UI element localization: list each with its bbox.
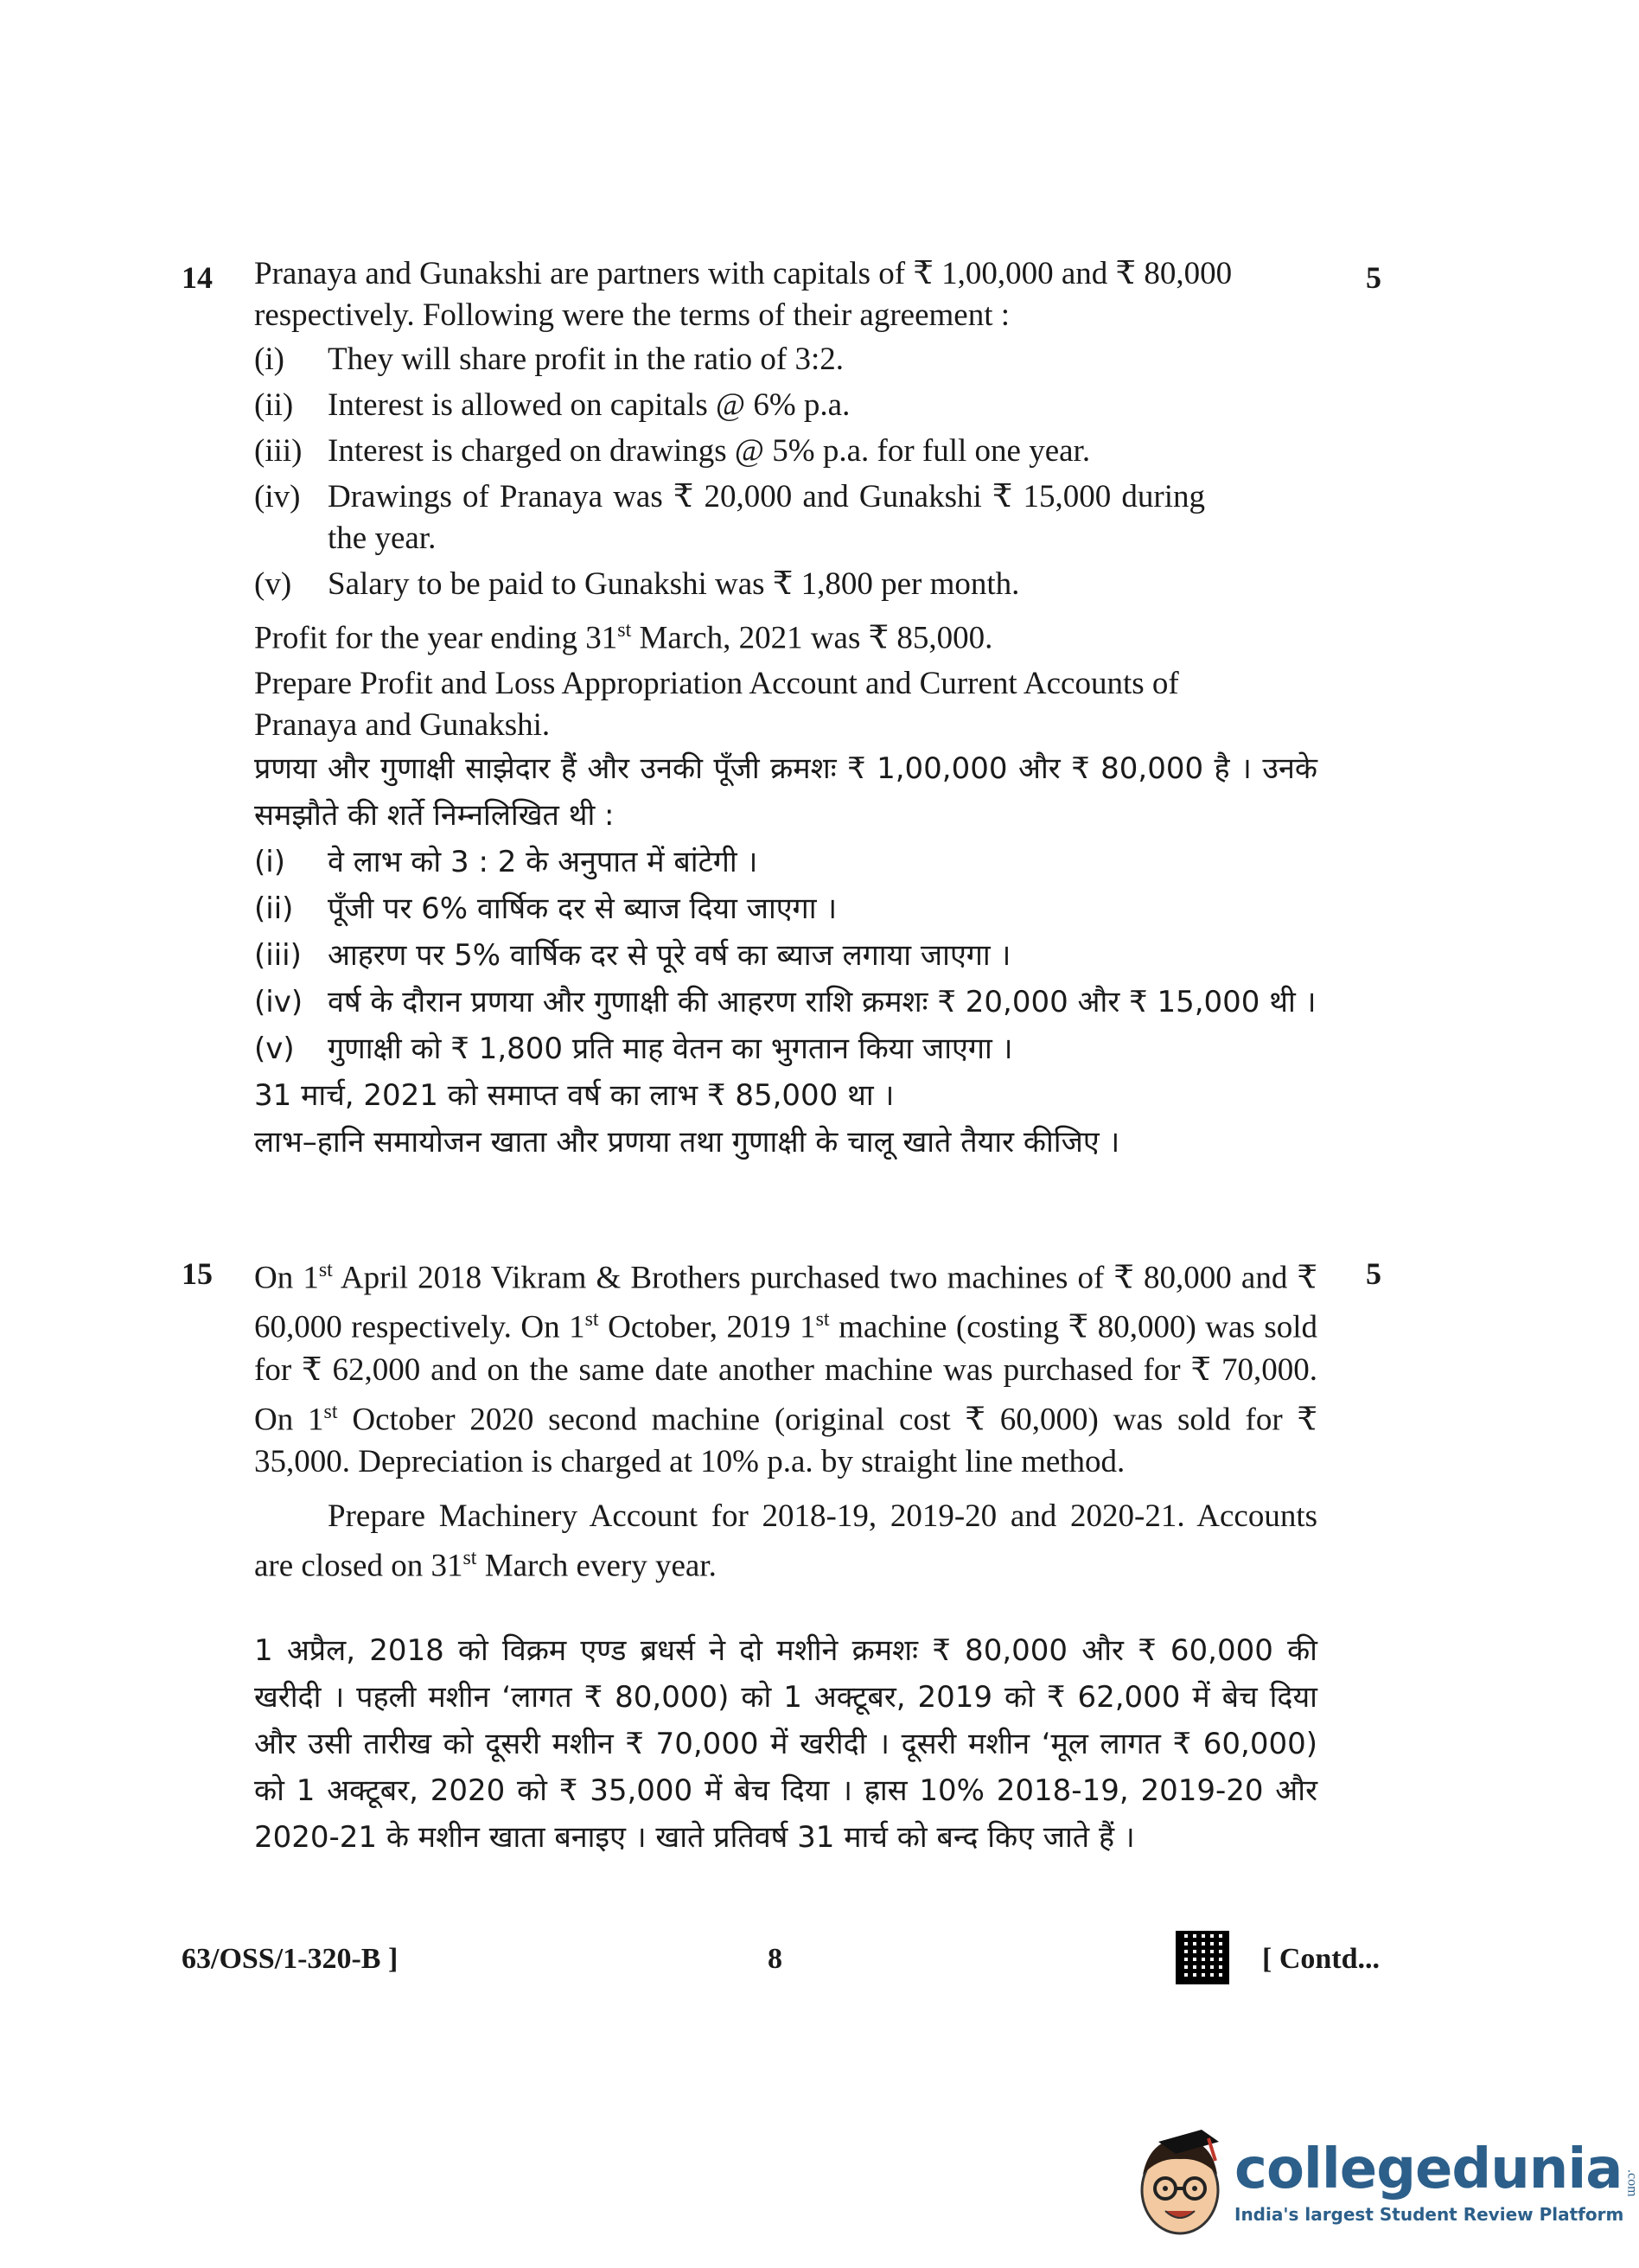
student-mascot-icon	[1132, 2123, 1228, 2244]
q14-hi-profit: 31 मार्च, 2021 को समाप्त वर्ष का लाभ ₹ 85,000 था ।	[254, 1078, 895, 1113]
q14-en-item: (v) Salary to be paid to Gunakshi was ₹ 1,800 per month.	[254, 566, 1020, 602]
question-15-marks: 5	[1366, 1256, 1381, 1291]
page-number: 8	[768, 1943, 782, 1975]
question-14-hindi	[254, 745, 1317, 1166]
q14-en-item: (ii) Interest is allowed on capitals @ 6% p.a.	[254, 387, 851, 423]
question-15-number: 15	[182, 1256, 213, 1291]
q14-en-profit: Profit for the year ending 31st March, 2021 was ₹ 85,000.	[254, 619, 993, 656]
continued-label: [ Contd...	[1262, 1943, 1381, 1975]
q14-en-task: Prepare Profit and Loss Appropriation Account and Current Accounts of Pranaya and Gunakshi.	[254, 666, 1179, 744]
question-15-english	[254, 1249, 1317, 1587]
q14-en-item: (iii) Interest is charged on drawings @ 5% p.a. for full one year.	[254, 433, 1091, 469]
brand-tld: .com	[1624, 2169, 1639, 2197]
brand-tagline: India's largest Student Review Platform	[1234, 2204, 1624, 2225]
q14-en-item: (iv) Drawings of Pranaya was ₹ 20,000 and Gunakshi ₹ 15,000 during the year.	[254, 479, 1205, 556]
q15-en-para-2: Prepare Machinery Account for 2018-19, 2019-20 and 2020-21. Accounts are closed on 31st March every year.	[254, 1498, 1317, 1584]
collegedunia-logo	[1132, 2123, 1639, 2244]
q14-en-item: (i) They will share profit in the ratio of 3:2.	[254, 342, 844, 377]
q14-en-intro: Pranaya and Gunakshi are partners with capitals of ₹ 1,00,000 and ₹ 80,000 respectively. Following were the terms of their agreement :	[254, 256, 1233, 333]
q14-hi-item: (v) गुणाक्षी को ₹ 1,800 प्रति माह वेतन का भुगतान किया जाएगा ।	[254, 1032, 1013, 1066]
q14-hi-intro: प्रणया और गुणाक्षी साझेदार हैं और उनकी पूँजी क्रमशः ₹ 1,00,000 और ₹ 80,000 है । उनके समझौते की शर्ते निम्नलिखित थी :	[254, 751, 1317, 833]
question-14-marks: 5	[1366, 260, 1381, 295]
q14-hi-item: (i) वे लाभ को 3 : 2 के अनुपात में बांटेगी ।	[254, 845, 758, 879]
q14-hi-item: (iii) आहरण पर 5% वार्षिक दर से पूरे वर्ष का ब्याज लगाया जाएगा ।	[254, 938, 1011, 973]
qr-code-icon	[1176, 1931, 1229, 1984]
q14-hi-item: (iv) वर्ष के दौरान प्रणया और गुणाक्षी की आहरण राशि क्रमशः ₹ 20,000 और ₹ 15,000 थी ।	[254, 985, 1317, 1019]
q15-en-para-1: On 1st April 2018 Vikram & Brothers purchased two machines of ₹ 80,000 and ₹ 60,000 respectively. On 1st October, 2019 1st machine (costing ₹ 80,000) was sold for ₹ 62,000 and on the same date another machine was purchased for ₹ 70,000. On 1st October 2020 second machine (original cost ₹ 60,000) was sold for ₹ 35,000. Depreciation is charged at 10% p.a. by straight line method.	[254, 1259, 1317, 1479]
brand-name: collegedunia	[1234, 2137, 1623, 2201]
question-14-english	[254, 253, 1335, 746]
q14-hi-task: लाभ–हानि समायोजन खाता और प्रणया तथा गुणाक्षी के चालू खाते तैयार कीजिए ।	[254, 1125, 1120, 1160]
paper-code: 63/OSS/1-320-B ]	[182, 1943, 399, 1975]
question-14-number: 14	[182, 260, 213, 295]
q14-hi-item: (ii) पूँजी पर 6% वार्षिक दर से ब्याज दिया जाएगा ।	[254, 891, 838, 926]
question-15-hindi: 1 अप्रैल, 2018 को विक्रम एण्ड ब्रधर्स ने दो मशीने क्रमशः ₹ 80,000 और ₹ 60,000 की खरीदी । पहली मशीन ‘लागत ₹ 80,000) को 1 अक्टूबर, 2019 को ₹ 62,000 में बेच दिया और उसी तारीख को दूसरी मशीन ₹ 70,000 में खरीदी । दूसरी मशीन ‘मूल लागत ₹ 60,000) को 1 अक्टूबर, 2020 को ₹ 35,000 में बेच दिया । ह्रास 10% 2018-19, 2019-20 और 2020-21 के मशीन खाता बनाइए । खाते प्रतिवर्ष 31 मार्च को बन्द किए जाते हैं ।	[254, 1633, 1317, 1855]
